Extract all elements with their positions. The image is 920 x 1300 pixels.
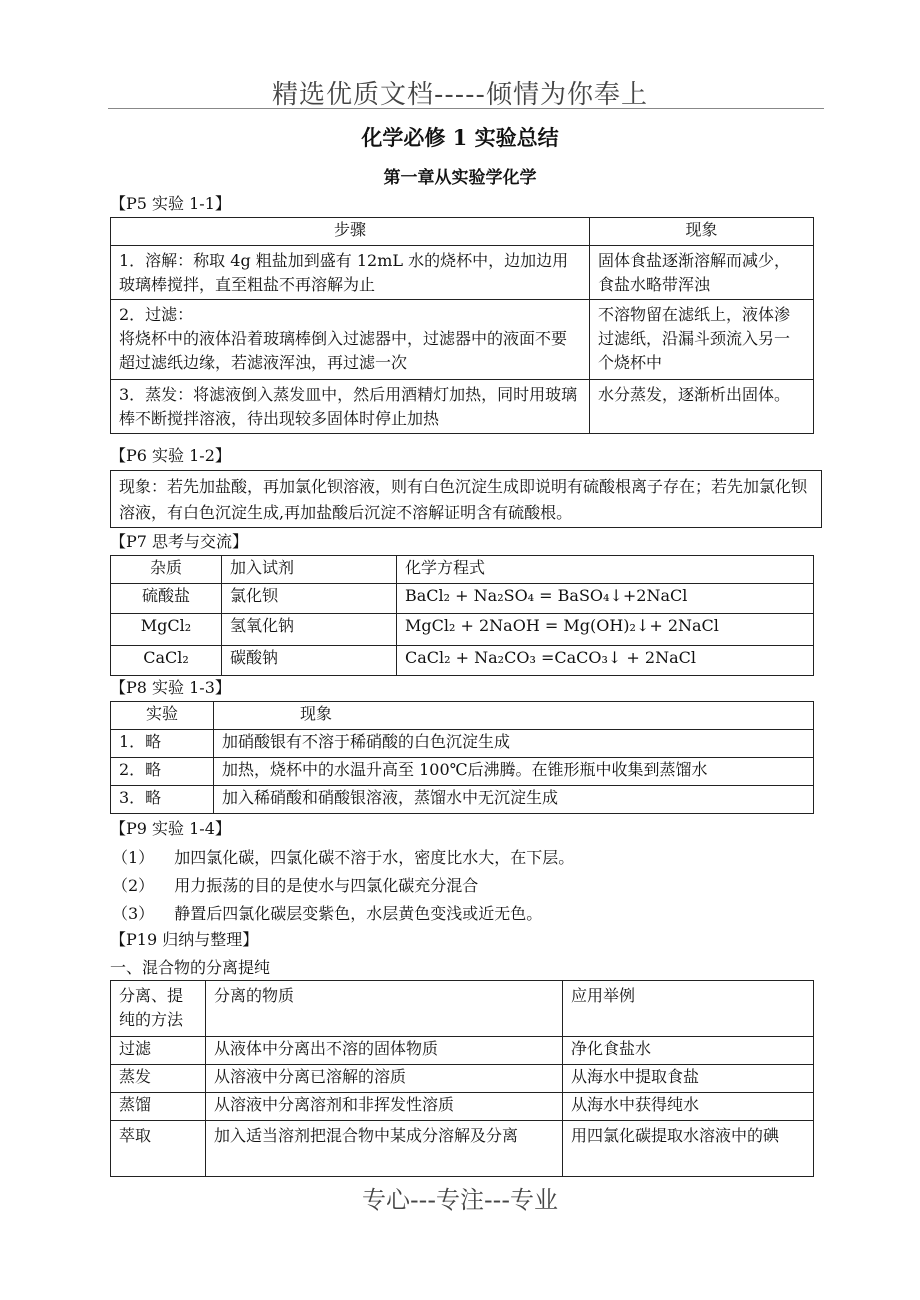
- step-cell: 3．蒸发：将滤液倒入蒸发皿中，然后用酒精灯加热，同时用玻璃棒不断搅拌溶液，待出现较多固体时停止加热: [111, 380, 590, 434]
- step-cell: 1．溶解：称取 4g 粗盐加到盛有 12mL 水的烧杯中，边加边用玻璃棒搅拌，直至粗盐不再溶解为止: [111, 246, 590, 300]
- method-cell: 蒸馏: [111, 1093, 206, 1121]
- step-text: 将烧杯中的液体沿着玻璃棒倒入过滤器中，过滤器中的液面不要超过滤纸边缘，若滤液浑浊，再过滤一次: [119, 329, 568, 372]
- table-row: [111, 246, 814, 300]
- p6-heading: 【P6 实验 1-2】: [110, 446, 231, 465]
- col-step: 步骤: [111, 218, 590, 246]
- method-cell: 萃取: [111, 1121, 206, 1177]
- list-item: [112, 876, 478, 896]
- p7-heading: 【P7 思考与交流】: [110, 532, 249, 551]
- table-header-row: [111, 218, 814, 246]
- step-cell: [111, 300, 590, 380]
- p5-table: [110, 217, 814, 434]
- reagent-cell: 氢氧化钠: [222, 614, 397, 646]
- p9-heading: 【P9 实验 1-4】: [110, 819, 231, 838]
- table-row: [111, 646, 814, 676]
- table-row: [111, 758, 814, 786]
- phenomenon-cell: 加入稀硝酸和硝酸银溶液，蒸馏水中无沉淀生成: [214, 786, 814, 814]
- method-cell: 过滤: [111, 1037, 206, 1065]
- header-divider: [108, 108, 824, 109]
- experiment-cell: 1．略: [111, 730, 214, 758]
- table-header-row: [111, 702, 814, 730]
- experiment-cell: 2．略: [111, 758, 214, 786]
- col-experiment: 实验: [111, 702, 214, 730]
- table-row: [111, 1065, 814, 1093]
- step-title: 2．过滤：: [119, 305, 194, 324]
- substance-cell: 从溶液中分离溶剂和非挥发性溶质: [206, 1093, 563, 1121]
- phenomenon-cell: 固体食盐逐渐溶解而减少，食盐水略带浑浊: [590, 246, 814, 300]
- reagent-cell: 氯化钡: [222, 584, 397, 614]
- table-header-row: [111, 981, 814, 1037]
- item-text: 用力振荡的目的是使水与四氯化碳充分混合: [174, 876, 479, 895]
- p7-table: [110, 555, 814, 676]
- table-row: [111, 584, 814, 614]
- item-number: （3）: [112, 904, 155, 923]
- substance-cell: 从液体中分离出不溶的固体物质: [206, 1037, 563, 1065]
- substance-cell: 从溶液中分离已溶解的溶质: [206, 1065, 563, 1093]
- experiment-cell: 3．略: [111, 786, 214, 814]
- p19-subheading: 一、混合物的分离提纯: [110, 958, 271, 977]
- col-substance: 分离的物质: [206, 981, 563, 1037]
- col-phenomenon: 现象: [590, 218, 814, 246]
- item-number: （1）: [112, 848, 155, 867]
- list-item: [112, 848, 574, 868]
- col-reagent: 加入试剂: [222, 556, 397, 584]
- item-text: 静置后四氯化碳层变紫色，水层黄色变浅或近无色。: [174, 904, 543, 923]
- table-row: [111, 730, 814, 758]
- document-title: 化学必修 1 实验总结: [361, 125, 559, 150]
- phenomenon-cell: 加热，烧杯中的水温升高至 100℃后沸腾。在锥形瓶中收集到蒸馏水: [214, 758, 814, 786]
- item-text: 加四氯化碳，四氯化碳不溶于水，密度比水大，在下层。: [174, 848, 575, 867]
- example-cell: 从海水中获得纯水: [563, 1093, 814, 1121]
- impurity-cell: CaCl₂: [111, 646, 222, 676]
- phenomenon-cell: 加硝酸银有不溶于稀硝酸的白色沉淀生成: [214, 730, 814, 758]
- col-equation: 化学方程式: [397, 556, 814, 584]
- chapter-title: 第一章从实验学化学: [383, 168, 537, 188]
- reagent-cell: 碳酸钠: [222, 646, 397, 676]
- p8-heading: 【P8 实验 1-3】: [110, 678, 231, 697]
- table-row: [111, 1121, 814, 1177]
- page-header: 精选优质文档-----倾情为你奉上: [272, 80, 648, 110]
- table-row: [111, 380, 814, 434]
- table-row: [111, 300, 814, 380]
- col-phenomenon: 现象: [214, 702, 814, 730]
- item-number: （2）: [112, 876, 155, 895]
- table-row: [111, 786, 814, 814]
- example-cell: 用四氯化碳提取水溶液中的碘: [563, 1121, 814, 1177]
- impurity-cell: MgCl₂: [111, 614, 222, 646]
- phenomenon-cell: 水分蒸发，逐渐析出固体。: [590, 380, 814, 434]
- substance-cell: 加入适当溶剂把混合物中某成分溶解及分离: [206, 1121, 563, 1177]
- table-row: [111, 614, 814, 646]
- phenomenon-cell: 不溶物留在滤纸上，液体渗过滤纸，沿漏斗颈流入另一个烧杯中: [590, 300, 814, 380]
- p19-table: [110, 980, 814, 1177]
- impurity-cell: 硫酸盐: [111, 584, 222, 614]
- page-footer: 专心---专注---专业: [362, 1186, 558, 1214]
- example-cell: 净化食盐水: [563, 1037, 814, 1065]
- example-cell: 从海水中提取食盐: [563, 1065, 814, 1093]
- equation-cell: CaCl₂ + Na₂CO₃ =CaCO₃↓ + 2NaCl: [397, 646, 814, 676]
- col-method: 分离、提纯的方法: [111, 981, 206, 1037]
- table-row: [111, 1093, 814, 1121]
- p19-heading: 【P19 归纳与整理】: [110, 930, 259, 949]
- col-impurity: 杂质: [111, 556, 222, 584]
- col-example: 应用举例: [563, 981, 814, 1037]
- table-row: [111, 1037, 814, 1065]
- method-cell: 蒸发: [111, 1065, 206, 1093]
- p6-observation-box: 现象：若先加盐酸，再加氯化钡溶液，则有白色沉淀生成即说明有硫酸根离子存在；若先加氯化钡溶液，有白色沉淀生成,再加盐酸后沉淀不溶解证明含有硫酸根。: [110, 470, 822, 528]
- p5-heading: 【P5 实验 1-1】: [110, 194, 231, 213]
- equation-cell: BaCl₂ + Na₂SO₄ = BaSO₄↓+2NaCl: [397, 584, 814, 614]
- list-item: [112, 904, 542, 924]
- p8-table: [110, 701, 814, 814]
- equation-cell: MgCl₂ + 2NaOH = Mg(OH)₂↓+ 2NaCl: [397, 614, 814, 646]
- table-header-row: [111, 556, 814, 584]
